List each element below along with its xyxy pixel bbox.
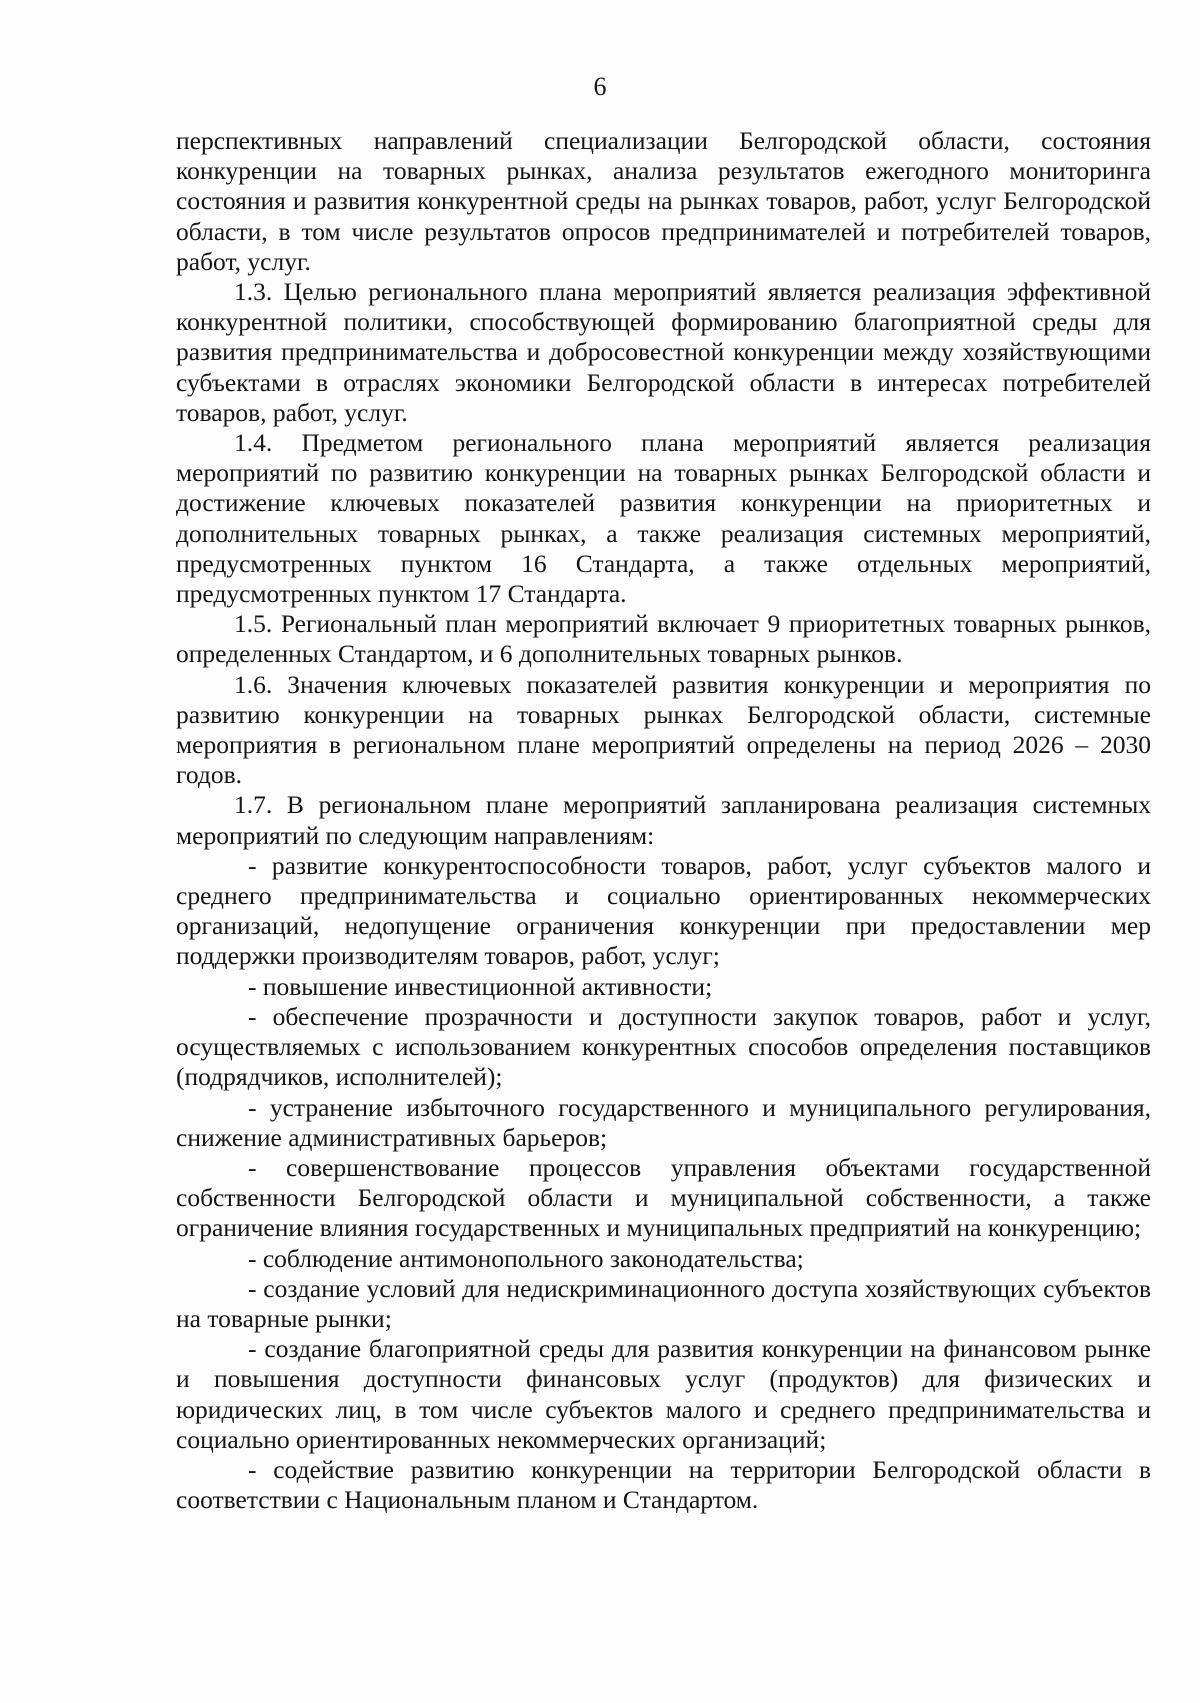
list-item: - обеспечение прозрачности и доступности закупок товаров, работ и услуг, осуществляемых с использованием конкурентных способов определения поставщиков (подрядчиков, исполнителей);	[176, 1001, 1151, 1092]
paragraph-continuation: перспективных направлений специализации Белгородской области, состояния конкуренции на товарных рынках, анализа результатов ежегодного мониторинга состояния и развития конкурентной среды на рынках товаров, работ, услуг Белгородской области, в том числе результатов опросов предпринимателей и потребителей товаров, работ, услуг.	[176, 126, 1151, 276]
list-item: - создание благоприятной среды для развития конкуренции на финансовом рынке и повышения доступности финансовых услуг (продуктов) для физических и юридических лиц, в том числе субъектов малого и среднего предпринимательства и социально ориентированных некоммерческих организаций;	[176, 1334, 1151, 1454]
list-item: - содействие развитию конкуренции на территории Белгородской области в соответствии с Национальным планом и Стандартом.	[176, 1454, 1151, 1515]
paragraph-1-6: 1.6. Значения ключевых показателей развития конкуренции и мероприятия по развитию конкуренции на товарных рынках Белгородской области, системные мероприятия в региональном плане мероприятий определены на период 2026 – 2030 годов.	[176, 669, 1151, 790]
list-item: - совершенствование процессов управления объектами государственной собственности Белгородской области и муниципальной собственности, а также ограничение влияния государственных и муниципальных предприятий на конкуренцию;	[176, 1152, 1151, 1243]
page-number: 6	[593, 72, 607, 101]
list-item: - создание условий для недискриминационного доступа хозяйствующих субъектов на товарные рынки;	[176, 1273, 1151, 1333]
list-item: - соблюдение антимонопольного законодательства;	[248, 1243, 804, 1273]
paragraph-1-4: 1.4. Предметом регионального плана мероприятий является реализация мероприятий по развитию конкуренции на товарных рынках Белгородской области и достижение ключевых показателей развития конкуренции на приоритетных и дополнительных товарных рынках, а также реализация системных мероприятий, предусмотренных пунктом 16 Стандарта, а также отдельных мероприятий, предусмотренных пунктом 17 Стандарта.	[176, 428, 1151, 609]
document-body	[176, 126, 1151, 1515]
list-item: - развитие конкурентоспособности товаров, работ, услуг субъектов малого и среднего предпринимательства и социально ориентированных некоммерческих организаций, недопущение ограничения конкуренции при предоставлении мер поддержки производителям товаров, работ, услуг;	[176, 850, 1151, 971]
list-item: - повышение инвестиционной активности;	[248, 971, 713, 1001]
list-item: - устранение избыточного государственного и муниципального регулирования, снижение административных барьеров;	[176, 1092, 1151, 1152]
paragraph-1-7: 1.7. В региональном плане мероприятий запланирована реализация системных мероприятий по следующим направлениям:	[176, 790, 1151, 850]
paragraph-1-3: 1.3. Целью регионального плана мероприятий является реализация эффективной конкурентной политики, способствующей формированию благоприятной среды для развития предпринимательства и добросовестной конкуренции между хозяйствующими субъектами в отраслях экономики Белгородской области в интересах потребителей товаров, работ, услуг.	[176, 277, 1151, 427]
paragraph-1-5: 1.5. Региональный план мероприятий включает 9 приоритетных товарных рынков, определенных Стандартом, и 6 дополнительных товарных рынков.	[176, 609, 1151, 669]
